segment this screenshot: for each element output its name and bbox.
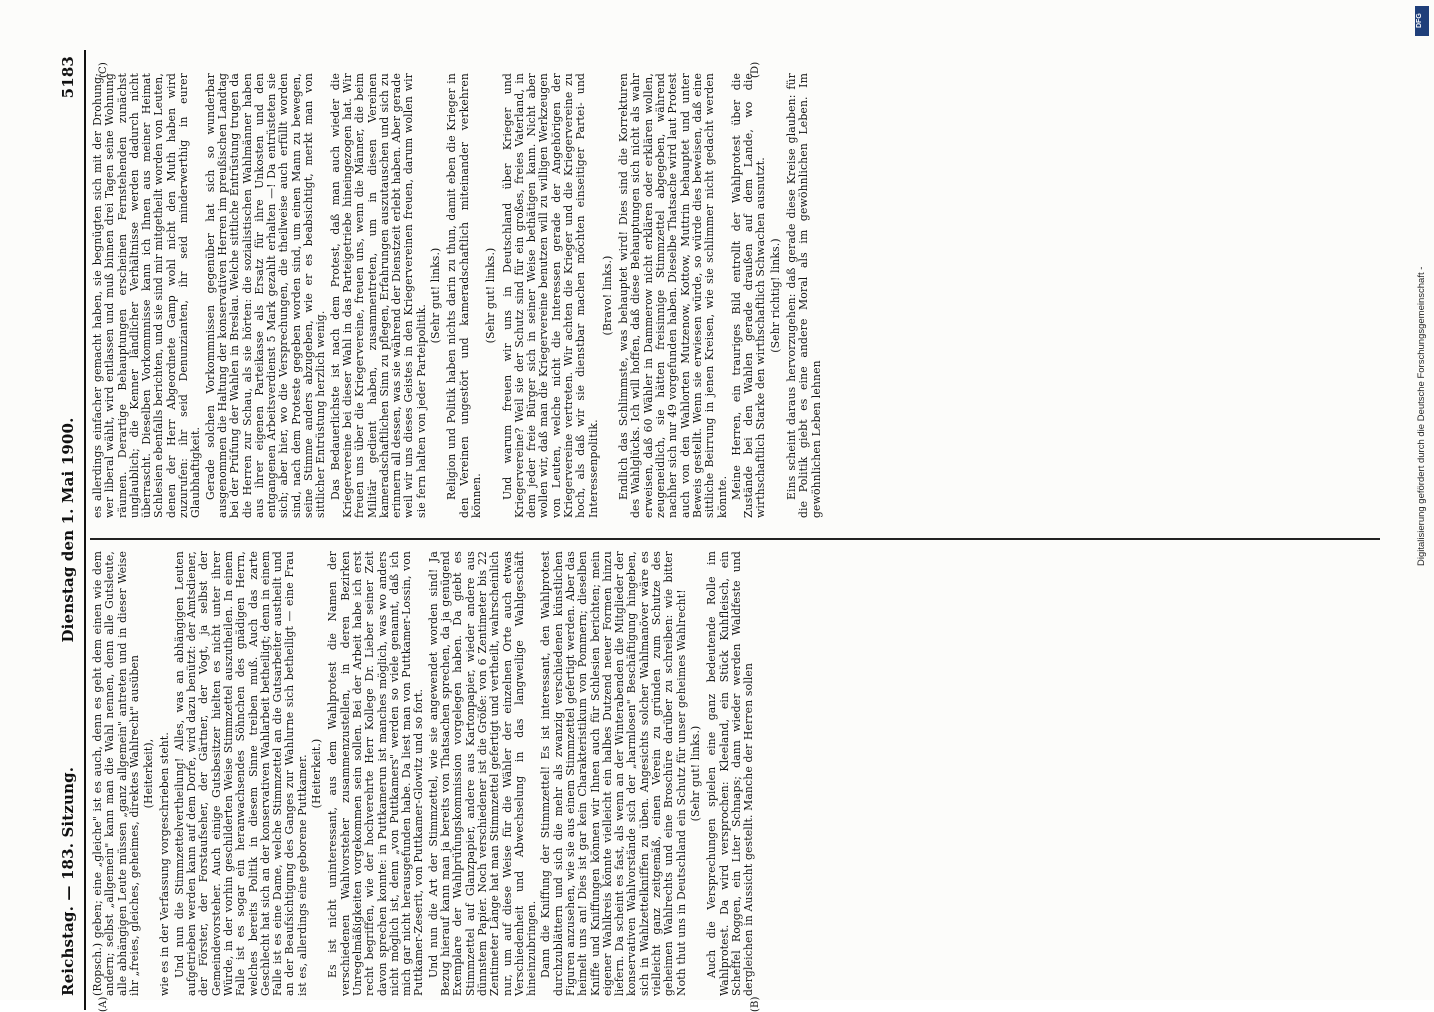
digitization-notice: Digitalisierung gefördert durch die Deutsche Forschungsgemeinschaft - [1416, 266, 1427, 566]
right-column [92, 73, 1382, 518]
header-rule [84, 50, 86, 1010]
paragraph: Das Bedauerlichste ist nach dem Protest, daß man auch wieder die Kriegervereine bei dieser Wahl in das Parteigetriebe hineingezogen hat. Wir freuen uns über die Kriegervereine, freuen uns, wenn die Männer, die beim Militär gedient haben, zusammentreten, um in diesen Vereinen kameradschaftlichen Sinn zu pflegen, Erfahrungen auszutauschen und sich zu erinnern all dessen, was sie während der Dienstzeit erlebt haben. Aber gerade weil wir uns dieses Geistes in den Kriegervereinen freuen, darum wollen wir sie fern halten von jeder Parteipolitik. [328, 73, 428, 518]
paragraph: Meine Herren, ein trauriges Bild entrollt der Wahlprotest über die Zustände bei den Wahlen gerade draußen auf dem Lande, wo die wirthschaftlich Starke den wirthschaftlich Schwachen ausnutzt. [729, 73, 768, 518]
paragraph: Religion und Politik haben nichts darin zu thun, damit eben die Krieger in den Vereinen ungestört und kameradschaftlich miteinander verkehren können. [445, 73, 483, 518]
left-column [92, 551, 1382, 996]
interjection: (Bravo! links.) [600, 255, 614, 336]
margin-mark-b: (B) [750, 996, 761, 1012]
margin-mark-d: (D) [750, 61, 761, 78]
interjection: (Sehr gut! links.) [484, 247, 498, 344]
interjection: (Sehr gut! links.) [429, 247, 443, 344]
paragraph: Endlich das Schlimmste, was behauptet wird! Dies sind die Korrekturen des Wahlglücks. Ich will hoffen, daß diese Behauptungen sich nicht als wahr erweisen, daß 60 Wähler in Dammerow nicht erklären oder erklären wollen, zeugeneidlich, sie hätten freisinnige Stimmzettel abgegeben, während nachher sich nur 49 vorgefunden haben. Dieselbe Thatsache wird laut Protest auch von den Wahlorten Mutzenow, Kottow, Muttrin behauptet und unter Beweis gestellt. Wenn sie erwiesen würde, so würde dies beweisen, daß eine sittliche Beirrung in jenen Kreisen, wie sie schlimmer nicht gedacht werden könnte. [617, 73, 729, 518]
paragraph: Und nun die Stimmzettelvertheilung! Alles, was an abhängigen Leuten aufgetrieben werden kann auf dem Dorfe, wird dazu benützt: der Amtsdiener, der Förster, der Forstaufseher, der Gärtner, der Vogt, ja selbst der Gemeindevorsteher. Auch einige Gutsbesitzer hielten es nicht unter ihrer Würde, in der vorhin geschilderten Weise Stimmzettel auszutheilen. In einem Falle ist es sogar ein heranwachsendes Söhnchen des gnädigen Herrn, welches bereits Politik in diesem Sinne treiben muß. Auch das zarte Geschlecht hat sich an der konservativen Wahlarbeit betheiligt; denn in einem Falle ist es eine Dame, welche Stimmzettel an die Gutsarbeiter austheilt und an der Beaufsichtigung des Ganges zur Wahlurne sich betheiligt — eine Frau ist es, allerdings eine geborene Puttkamer. [172, 551, 309, 996]
header-center: Dienstag den 1. Mai 1900. [59, 417, 77, 643]
dfg-logo: DFG [1415, 6, 1429, 36]
paragraph: Und nun die Art der Stimmzettel, wie sie angewendet worden sind! Ja Bezug hierauf kann man ja bereits von Thatsachen sprechen, da ja genügend Exemplare der Wahlprüfungskommission vorgelegen haben. Da giebt es Stimmzettel auf Glanzpapier, andere aus Kartonpapier, wieder andere aus dünnstem Papier. Noch verschiedener ist die Größe: von 6 Zentimeter bis 22 Zentimeter Länge hat man Stimmzettel gefertigt und vertheilt, wahrscheinlich nur, um auf diese Weise für die Wähler der einzelnen Orte auch etwas Verschiedenheit und Abwechselung in das langweilige Wahlgeschäft hineinzubringen. [426, 551, 539, 996]
page-number: 5183 [59, 56, 77, 99]
paragraph: Dann die Kniffung der Stimmzettel! Es ist interessant, den Wahlprotest durchzublättern und sich die mehr als zwanzig verschiedenen künstlichen Figuren anzusehen, wie sie aus einem Stimmzettel gefertigt werden. Aber das heimelt uns an! Dies ist gar kein Charakteristikum von Pommern; dieselben Kniffe und Kniffungen können wir Ihnen auch für Schlesien berichten; mein eigener Wahlkreis könnte vielleicht ein halbes Dutzend neuer Formen hinzu liefern. Da scheint es fast, als wenn an der Winterabenden die Mitglieder der konservativen Wahlvorstände sich der „harmlosen" Beschäftigung hingeben, sich in Wahlzettelkniffen zu üben. Angesichts solcher Wahlmanöver wäre es vielleicht ganz zeitgemäß, einen Verein zu gründen zum Schutze des geheimen Wahlrechts und eine Broschüre darüber zu schreiben: wie bitter Noth thut uns in Deutschland ein Schutz für unser geheimes Wahlrecht! [539, 551, 688, 996]
paragraph: Eins scheint daraus hervorzugehen: daß gerade diese Kreise glauben: für die Politik giebt es eine andere Moral als im gewöhnlichen Leben. Im gewöhnlichen Leben lehnen [785, 73, 823, 518]
paragraph: Und warum freuen wir uns in Deutschland über Krieger und Kriegervereine? Weil sie der Schutz sind für ein großes, freies Vaterland, in dem jeder freie Bürger sich in seiner Weise bethätigen kann. Nicht aber wollen wir, daß man die Kriegervereine benutzen will zu willigen Werkzeugen von Leuten, welche nicht die Interessen gerade der Angehörigen der Kriegervereine vertreten. Wir achten die Krieger und die Kriegervereine zu hoch, als daß wir sie dienstbar machen möchten einseitiger Partei- und Interessenpolitik. [500, 73, 600, 518]
header-left: Reichstag. — 183. Sitzung. [59, 766, 77, 996]
margin-mark-c: (C) [98, 62, 109, 78]
paragraph: Es ist nicht uninteressant, aus dem Wahlprotest die Namen der verschiedenen Wahlvorsteher zusammenzustellen, in deren Bezirken Unregelmäßigkeiten vorgekommen sein sollen. Bei der Arbeit habe ich erst recht begriffen, wie der hochverehrte Herr Kollege Dr. Lieber seiner Zeit davon sprechen konnte: in Puttkamerun ist manches möglich, was wo anders nicht möglich ist, denn „von Puttkamers" werden so viele genannt, daß ich mich gar nicht herausgefunden habe. Da liest man von Puttkamer-Lossin, von Puttkamer-Zeserit, von Puttkamer-Glowitz und so fort. [326, 551, 426, 996]
interjection: (Heiterkeit.) [310, 738, 324, 809]
paragraph: wie es in der Verfassung vorgeschrieben steht. [158, 732, 172, 996]
digitization-sidebar [1414, 6, 1430, 906]
interjection: (Sehr gut! links.) [688, 725, 702, 822]
interjection: (Heiterkeit), [142, 738, 156, 809]
newspaper-page [60, 50, 1394, 1010]
paragraph: es allerdings einfacher gemacht haben, sie begnügten sich mit der Drohung: wer liberal wählt, wird entlassen und muß binnen drei Tagen seine Wohnung räumen. Derartige Behauptungen erscheinen Fernstehenden zunächst unglaublich; die Kenner ländlicher Verhältnisse werden dadurch nicht überrascht. Dieselben Vorkommnisse kann ich Ihnen aus meiner Heimat Schlesien ebenfalls berichten, und sie sind mir mitgetheilt worden von Leuten, denen der Herr Abgeordnete Gamp wohl nicht den Muth haben wird zuzurufen: ihr seid Denunzianten, ihr seid minderwerthig in eurer Glaubhaftigkeit. [91, 73, 203, 518]
column-separator [90, 539, 1380, 541]
interjection: (Sehr richtig! links.) [768, 238, 782, 353]
running-header [60, 50, 84, 1010]
margin-mark-a: (A) [98, 996, 109, 1012]
paragraph: Auch die Versprechungen spielen eine ganz bedeutende Rolle im Wahlprotest. Da wird versprochen: Kleeland, ein Stück Kuhfleisch, ein Scheffel Roggen, ein Liter Schnaps; dann wieder werden Waldfeste und dergleichen in Aussicht gestellt. Manche der Herren sollen [705, 551, 756, 996]
paragraph: Gerade solchen Vorkommnissen gegenüber hat sich so wunderbar ausgenommen die Haltung der konservativen Herren im preußischen Landtag bei der Prüfung der Wahlen in Breslau. Welche sittliche Entrüstung trugen da die Herren zur Schau, als sie hörten: die sozialistischen Wahlmänner haben aus ihrer eigenen Parteikasse als Ersatz für ihre Unkosten und den entgangenen Arbeitsverdienst 5 Mark gezahlt erhalten —! Da entrüsteten sie sich; aber hier, wo die Versprechungen, die theilweise auch erfüllt worden sind, nach dem Proteste gegeben worden sind, um einen Mann zu bewegen, seine Stimme anders abzugeben, wie er es beabsichtigt, merkt man von sittlicher Entrüstung herzlich wenig. [203, 73, 328, 518]
paragraph: (Ropsch.) geben; eine „gleiche" ist es auch, denn es geht dem einen wie dem andern; selbst „allgemein" kann man die Wahl nennen, denn alle Gutsleute, alle abhängigen Leute müssen „ganz allgemein" antreten und in dieser Weise ihr „freies, gleiches, geheimes, direktes Wahlrecht" ausüben [91, 551, 141, 996]
